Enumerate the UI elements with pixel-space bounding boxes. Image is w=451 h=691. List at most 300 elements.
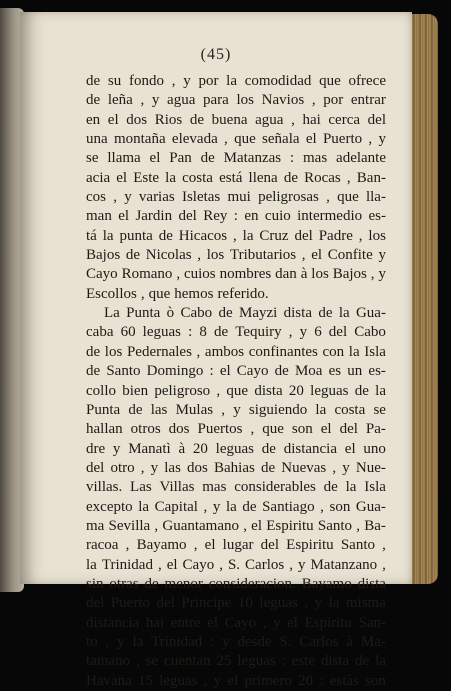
word: à xyxy=(346,633,354,650)
word: , xyxy=(193,537,198,554)
word: referido. xyxy=(217,285,269,302)
word: Bahias xyxy=(214,459,255,476)
word: Guantamano xyxy=(162,517,239,534)
word: Puerto xyxy=(322,131,363,148)
word: , xyxy=(289,556,293,573)
word: , xyxy=(171,73,176,89)
word: del xyxy=(86,459,105,476)
word: peligrosas xyxy=(258,189,319,206)
word: desde xyxy=(237,633,272,650)
word: : xyxy=(188,324,193,341)
word: el xyxy=(305,131,317,148)
word: en xyxy=(86,111,101,128)
word: señala xyxy=(262,131,300,148)
word: intermedio xyxy=(297,208,363,225)
text-line xyxy=(86,594,386,613)
word: S. xyxy=(279,633,292,650)
text-line xyxy=(86,72,386,91)
word: cos xyxy=(86,189,106,206)
word: de xyxy=(218,305,233,322)
text-line xyxy=(86,459,386,478)
word: cuios xyxy=(183,266,216,283)
word: Villas xyxy=(159,479,195,496)
text-line xyxy=(86,246,386,265)
word: ma xyxy=(86,517,105,534)
word: la xyxy=(375,653,386,670)
word: Carlos xyxy=(245,556,285,573)
word: , xyxy=(140,459,145,476)
word: el xyxy=(118,208,130,225)
word: considerables xyxy=(234,479,316,496)
text-line xyxy=(86,91,386,110)
word: y xyxy=(150,459,159,476)
word: que xyxy=(234,131,256,148)
word: la xyxy=(226,73,237,89)
word: , xyxy=(243,517,247,534)
word: los xyxy=(206,247,225,264)
word: collo xyxy=(86,382,116,399)
word: el xyxy=(251,517,262,534)
word: el xyxy=(227,672,239,689)
word: de xyxy=(86,343,101,360)
word: el xyxy=(287,614,298,631)
word: y xyxy=(273,614,281,631)
word: se xyxy=(373,401,386,418)
word: Espiritu xyxy=(304,614,352,631)
word: , xyxy=(262,614,267,631)
word: acia xyxy=(86,169,111,186)
word: que xyxy=(319,73,341,89)
word: del xyxy=(367,111,386,128)
word: este xyxy=(291,653,315,670)
word: mui xyxy=(227,189,251,206)
word: es- xyxy=(368,208,386,225)
word: Matanzano xyxy=(310,556,378,573)
text-line xyxy=(86,478,386,497)
word: entrar xyxy=(350,92,386,109)
word: las xyxy=(150,401,168,418)
word: estàs xyxy=(329,672,359,689)
word: y xyxy=(299,324,308,341)
word: excepto xyxy=(86,498,133,515)
word: dos xyxy=(168,421,190,438)
word: de xyxy=(86,92,101,109)
word: lla- xyxy=(365,189,386,206)
word: primero xyxy=(244,672,292,689)
word: se xyxy=(86,150,99,167)
word: de xyxy=(213,324,229,341)
word: Ba- xyxy=(364,517,386,534)
word: Padre xyxy=(318,227,353,244)
word: la xyxy=(375,382,386,399)
word: racoa xyxy=(86,537,119,554)
word: Domingo xyxy=(146,363,204,380)
word: , xyxy=(356,517,361,534)
text-line xyxy=(86,265,386,284)
word: Ma- xyxy=(360,633,386,650)
word: , xyxy=(197,247,202,264)
text-line xyxy=(86,614,386,633)
text-line xyxy=(86,517,386,536)
word: Punta xyxy=(126,305,161,322)
word: Confite xyxy=(327,247,373,264)
word: Espiritu xyxy=(266,517,314,534)
word: , xyxy=(140,92,145,109)
word: que xyxy=(262,421,284,438)
word: y xyxy=(124,189,132,206)
word: la xyxy=(348,343,360,360)
word: Bajos xyxy=(332,266,367,283)
word: cerca xyxy=(328,111,361,128)
word: los xyxy=(311,266,329,283)
word: , xyxy=(140,285,145,302)
word: Havana xyxy=(86,672,132,689)
word: la xyxy=(132,633,144,650)
word: Ban- xyxy=(356,169,386,186)
text-line xyxy=(86,536,386,555)
word: el xyxy=(311,247,323,264)
word: bien xyxy=(122,382,149,399)
word: à xyxy=(300,266,308,283)
word: Puerto xyxy=(110,595,151,612)
word: la xyxy=(328,595,340,612)
word: Nuevas xyxy=(281,459,327,476)
word: , xyxy=(221,401,226,418)
word: , xyxy=(216,382,221,399)
word: dos xyxy=(187,459,208,476)
word: del xyxy=(328,324,348,341)
word: de xyxy=(323,479,338,496)
text-line xyxy=(86,149,386,168)
text-line xyxy=(86,111,386,130)
word: Isla xyxy=(364,479,386,496)
word: Carlos xyxy=(299,633,339,650)
word: : xyxy=(210,633,215,650)
word: Santiago xyxy=(262,498,315,515)
word: : xyxy=(289,150,295,167)
word: está xyxy=(219,169,243,186)
word: leguas xyxy=(237,653,276,670)
word: , xyxy=(382,537,386,554)
word: de xyxy=(128,401,143,418)
word: , xyxy=(326,189,330,206)
word: buena xyxy=(211,111,248,128)
word: de xyxy=(261,440,276,457)
word: , xyxy=(105,633,110,650)
text-line xyxy=(86,227,386,246)
word: un xyxy=(347,363,363,380)
word: nombres xyxy=(219,266,272,283)
word: menor xyxy=(164,575,203,592)
word: 20 xyxy=(192,440,208,457)
text-line xyxy=(86,633,386,652)
word: de xyxy=(144,575,159,592)
word: Santo xyxy=(340,537,375,554)
word: del xyxy=(260,537,279,554)
word: Trinidad xyxy=(151,633,203,650)
word: Romano xyxy=(121,266,173,283)
word: el xyxy=(116,169,128,186)
word: Manatì xyxy=(128,440,171,457)
word: tá xyxy=(86,227,97,244)
word: y xyxy=(233,401,241,418)
word: la xyxy=(138,498,150,515)
word: otros xyxy=(130,421,161,438)
word: la xyxy=(86,556,97,573)
word: hai xyxy=(302,111,321,128)
text-line xyxy=(86,652,386,671)
word: son xyxy=(291,421,313,438)
word: del xyxy=(294,227,313,244)
word: y xyxy=(212,498,221,515)
word: : xyxy=(233,208,238,225)
text-line xyxy=(86,188,386,207)
word: consideracion. xyxy=(208,575,296,592)
word: y xyxy=(378,247,386,264)
word: se xyxy=(145,653,159,670)
word: en xyxy=(244,208,259,225)
word: : xyxy=(319,672,324,689)
word: ambos xyxy=(204,343,245,360)
word: Trinidad xyxy=(101,556,153,573)
word: : xyxy=(209,363,214,380)
word: comodidad xyxy=(244,73,312,89)
word: de xyxy=(354,382,369,399)
word: la xyxy=(165,169,176,186)
word: el xyxy=(149,150,161,167)
word: Espiritu xyxy=(286,537,334,554)
word: las xyxy=(164,459,181,476)
word: tamano xyxy=(86,653,131,670)
word: distancia xyxy=(283,440,338,457)
word: Jardin xyxy=(135,208,173,225)
word: Cayo xyxy=(224,614,257,631)
word: es- xyxy=(368,363,386,380)
word: que xyxy=(337,189,359,206)
word: Matanzas xyxy=(223,150,282,167)
word: lugar xyxy=(222,537,254,554)
word: Santo xyxy=(106,363,141,380)
text-line xyxy=(86,440,386,459)
word: Gua- xyxy=(355,498,386,515)
word: Isletas xyxy=(181,189,221,206)
word: de xyxy=(189,111,205,128)
word: mas xyxy=(202,479,227,496)
word: caba xyxy=(86,324,114,341)
word: hemos xyxy=(174,285,214,302)
word: Cruz xyxy=(259,227,289,244)
word: uno xyxy=(363,440,386,457)
word: : xyxy=(281,653,286,670)
word: Gua- xyxy=(355,305,386,322)
word: ò xyxy=(166,305,175,322)
word: de xyxy=(200,150,215,167)
word: 6 xyxy=(314,324,322,341)
word: de xyxy=(125,247,141,264)
word: Rocas xyxy=(304,169,341,186)
word: su xyxy=(107,73,122,89)
word: una xyxy=(86,131,108,148)
word: confinantes xyxy=(248,343,318,360)
word: y xyxy=(378,266,386,283)
word: para xyxy=(203,92,229,109)
word: Cabo xyxy=(354,324,386,341)
word: , xyxy=(332,459,337,476)
word: , xyxy=(320,498,324,515)
word: el xyxy=(107,111,119,128)
word: 8 xyxy=(199,324,207,341)
word: y xyxy=(112,440,121,457)
word: Santo xyxy=(317,517,353,534)
word: llama xyxy=(107,150,141,167)
word: 15 xyxy=(138,672,154,689)
word: con xyxy=(322,343,345,360)
word: Cabo xyxy=(180,305,213,322)
word: dista xyxy=(357,575,386,592)
word: , xyxy=(382,556,386,573)
word: leguas xyxy=(259,595,298,612)
word: por xyxy=(198,73,219,89)
word: del xyxy=(156,595,175,612)
word: Capital xyxy=(154,498,198,515)
word: Cayo xyxy=(182,556,215,573)
word: Isla xyxy=(364,343,386,360)
word: es xyxy=(328,363,342,380)
word: que xyxy=(226,382,249,399)
word: entre xyxy=(170,614,201,631)
word: Este xyxy=(133,169,160,186)
word: son xyxy=(329,498,351,515)
word: el xyxy=(344,440,356,457)
word: Sevilla xyxy=(108,517,151,534)
word: , xyxy=(311,92,316,109)
word: adelante xyxy=(336,150,386,167)
word: montaña xyxy=(113,131,166,148)
word: Bajos xyxy=(86,247,121,264)
word: , xyxy=(233,227,237,244)
word: , xyxy=(250,421,255,438)
word: de xyxy=(260,459,276,476)
word: , xyxy=(346,169,351,186)
word: , xyxy=(154,517,159,534)
word: Escollos xyxy=(86,285,137,302)
word: hai xyxy=(145,614,165,631)
word: Pa- xyxy=(365,421,386,438)
word: , xyxy=(113,189,117,206)
word: villas. xyxy=(86,479,123,496)
word: man xyxy=(86,208,112,225)
word: Tequiry xyxy=(235,324,282,341)
word: y xyxy=(342,459,350,476)
word: fondo xyxy=(128,73,164,89)
book-page xyxy=(20,12,412,689)
word: , xyxy=(136,653,140,670)
text-line xyxy=(86,304,386,323)
word: y xyxy=(213,672,222,689)
word: à xyxy=(178,440,186,457)
text-line xyxy=(86,207,386,226)
word: Tributarios xyxy=(229,247,297,264)
word: costa xyxy=(334,401,366,418)
word: Las xyxy=(130,479,152,496)
word: 10 xyxy=(237,595,253,612)
word: , xyxy=(358,227,363,244)
word: de xyxy=(274,363,289,380)
word: , xyxy=(224,131,228,148)
word: Puertos xyxy=(197,421,243,438)
text-line xyxy=(86,382,386,401)
word: ofrece xyxy=(348,73,386,89)
word: Nue- xyxy=(355,459,386,476)
word: el xyxy=(207,614,219,631)
word: dan xyxy=(275,266,297,283)
word: el xyxy=(320,421,332,438)
word: la xyxy=(102,227,114,244)
word: to xyxy=(86,633,98,650)
word: la xyxy=(345,479,357,496)
word: el xyxy=(166,556,178,573)
text-line xyxy=(86,498,386,517)
word: San- xyxy=(358,614,386,631)
word: Principe xyxy=(181,595,232,612)
word: los xyxy=(368,227,386,244)
word: del xyxy=(178,208,197,225)
word: y xyxy=(297,556,306,573)
word: leguas xyxy=(310,382,349,399)
word: la xyxy=(225,498,237,515)
word: el xyxy=(219,363,231,380)
word: , xyxy=(125,537,130,554)
word: la xyxy=(315,401,327,418)
word: por xyxy=(323,92,344,109)
word: Nicolas xyxy=(145,247,192,264)
word: , xyxy=(196,343,201,360)
word: agua xyxy=(255,111,284,128)
word: otro xyxy=(110,459,135,476)
word: agua xyxy=(167,92,196,109)
word: y xyxy=(151,92,160,109)
word: Cayo xyxy=(236,363,269,380)
word: cuio xyxy=(264,208,291,225)
word: elevada xyxy=(171,131,218,148)
word: S. xyxy=(227,556,241,573)
word: dos xyxy=(126,111,148,128)
text-line xyxy=(86,556,386,575)
word: llena xyxy=(248,169,278,186)
word: leguas xyxy=(159,672,198,689)
page-number: (45) xyxy=(200,46,232,63)
word: del xyxy=(86,595,105,612)
word: de xyxy=(318,305,333,322)
word: punta xyxy=(119,227,153,244)
word: la xyxy=(242,227,254,244)
body-text xyxy=(86,72,386,691)
word: peligroso xyxy=(154,382,211,399)
word: 20 xyxy=(288,382,304,399)
word: , xyxy=(203,672,208,689)
word: 20 xyxy=(298,672,314,689)
word: otras xyxy=(109,575,139,592)
word: mas xyxy=(303,150,328,167)
text-line xyxy=(86,169,386,188)
word: Rey xyxy=(203,208,228,225)
word: , xyxy=(203,498,208,515)
word: distancia xyxy=(86,614,140,631)
text-line xyxy=(86,285,386,304)
word: dista xyxy=(320,653,350,670)
word: de xyxy=(86,73,101,89)
text-line xyxy=(86,362,386,381)
